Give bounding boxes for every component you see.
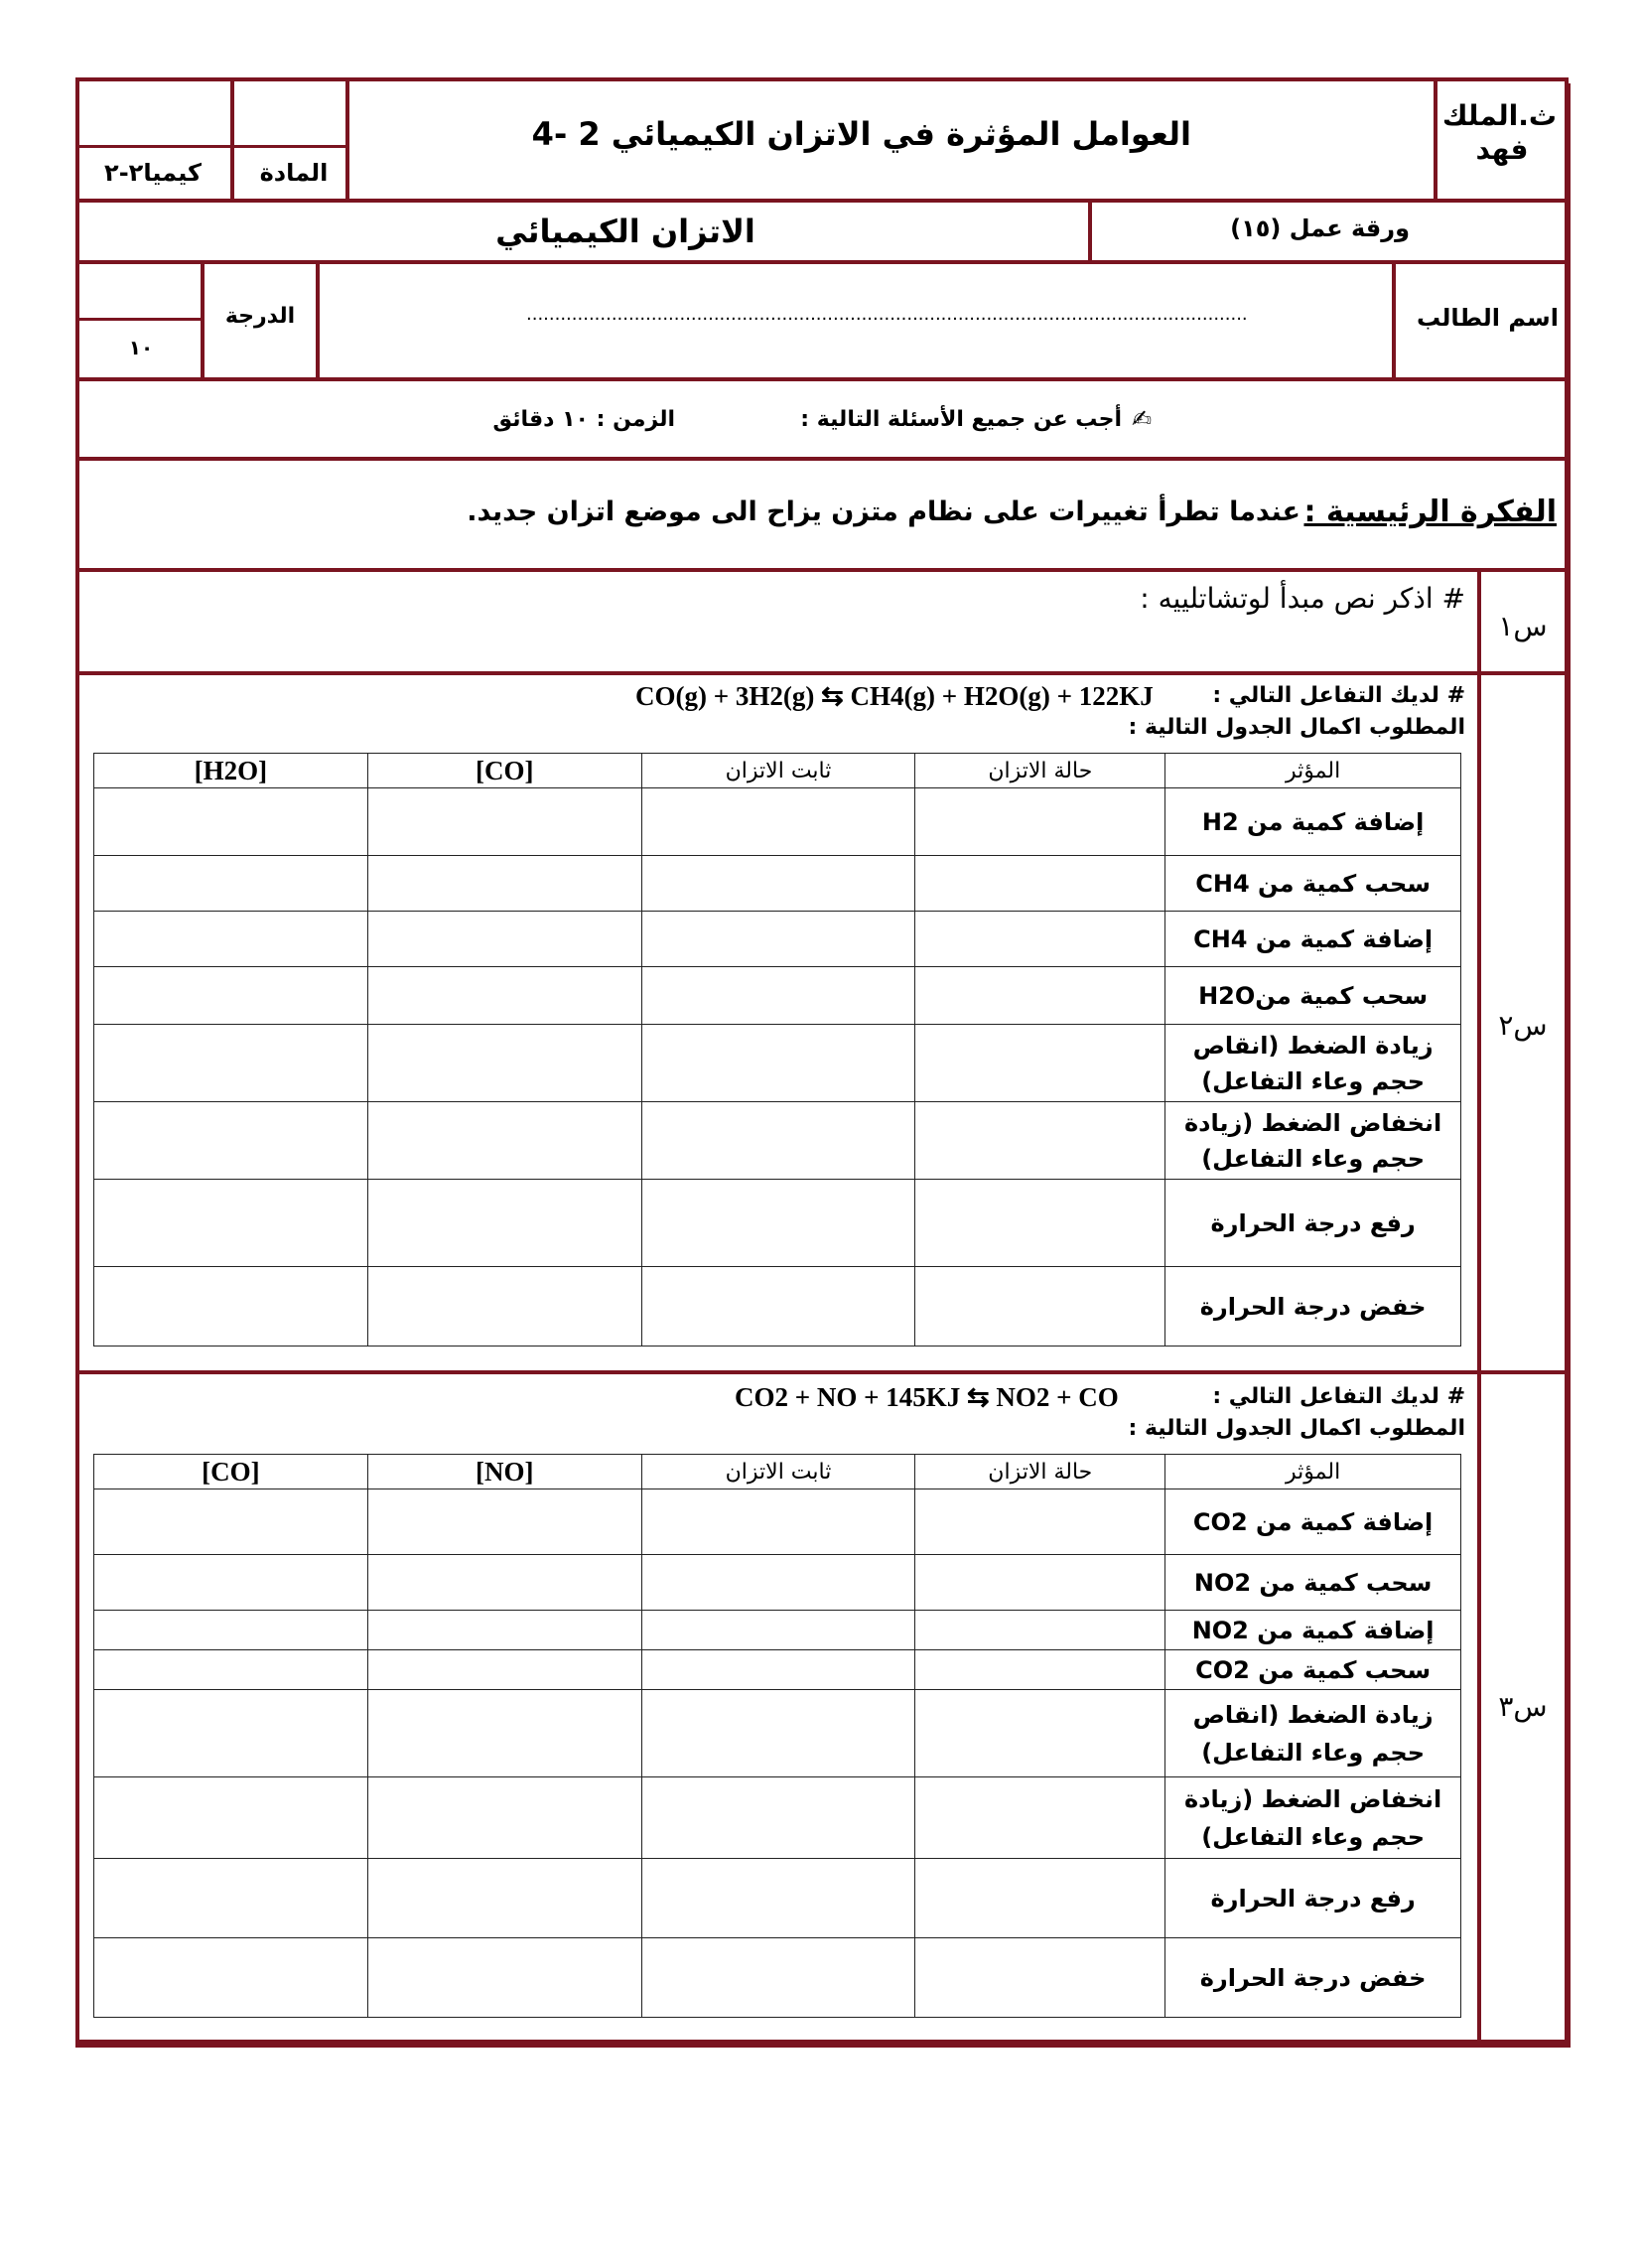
row-label: خفض درجة الحرارة: [1165, 1267, 1461, 1347]
answer-cell[interactable]: [94, 1650, 368, 1690]
table-row: [94, 1690, 1461, 1777]
grade-value: ١٠: [128, 336, 154, 359]
divider: [79, 377, 1565, 381]
q2-number: س٢: [1498, 1009, 1548, 1042]
row-label: رفع درجة الحرارة: [1165, 1859, 1461, 1938]
q2-intro: # لديك التفاعل التالي :: [1212, 683, 1465, 708]
pencil-writing-icon: ✍: [1132, 405, 1153, 433]
answer-cell[interactable]: [641, 1611, 915, 1650]
row-label: انخفاض الضغط (زيادة حجم وعاء التفاعل): [1165, 1777, 1461, 1859]
answer-cell[interactable]: [367, 1777, 641, 1859]
answer-cell[interactable]: [641, 1555, 915, 1611]
q2-required: المطلوب اكمال الجدول التالية :: [1128, 715, 1465, 740]
row-label: إضافة كمية من NO2: [1165, 1611, 1461, 1650]
answer-cell[interactable]: [367, 1489, 641, 1555]
divider: [345, 81, 349, 201]
answer-cell[interactable]: [367, 788, 641, 856]
table-row: [94, 1102, 1461, 1180]
answer-cell[interactable]: [641, 788, 915, 856]
table-row: [94, 967, 1461, 1025]
answer-cell[interactable]: [915, 1859, 1165, 1938]
answer-cell[interactable]: [641, 967, 915, 1025]
answer-cell[interactable]: [367, 1611, 641, 1650]
answer-cell[interactable]: [915, 1102, 1165, 1180]
grade-label: الدرجة: [224, 304, 296, 329]
divider: [201, 262, 205, 379]
divider: [1434, 81, 1437, 201]
table-row: [94, 856, 1461, 912]
table-header-row: [94, 1455, 1461, 1489]
row-label: إضافة كمية من CH4: [1165, 912, 1461, 967]
column-header: [CO]: [94, 1455, 368, 1489]
column-header: ثابت الاتزان: [641, 754, 915, 788]
student-name-label: اسم الطالب: [1416, 304, 1559, 332]
answer-cell[interactable]: [915, 788, 1165, 856]
main-idea-label: الفكرة الرئيسية :: [1303, 495, 1557, 529]
student-name-field[interactable]: ...............................................................................................................................: [526, 304, 1248, 325]
table-row: [94, 1611, 1461, 1650]
row-label: زيادة الضغط (انقاص حجم وعاء التفاعل): [1165, 1025, 1461, 1102]
divider: [79, 145, 349, 148]
row-label: زيادة الضغط (انقاص حجم وعاء التفاعل): [1165, 1690, 1461, 1777]
answer-cell[interactable]: [367, 912, 641, 967]
row-label: سحب كمية من CO2: [1165, 1650, 1461, 1690]
answer-cell[interactable]: [641, 1650, 915, 1690]
divider: [79, 260, 1565, 264]
unit-title: الاتزان الكيميائي: [495, 213, 755, 250]
answer-cell[interactable]: [915, 856, 1165, 912]
table-row: [94, 1267, 1461, 1347]
answer-cell[interactable]: [915, 1938, 1165, 2018]
column-header: [NO]: [367, 1455, 641, 1489]
answer-cell[interactable]: [94, 1555, 368, 1611]
column-header: حالة الاتزان: [915, 1455, 1165, 1489]
q1-number: س١: [1498, 610, 1548, 642]
table-row: [94, 1025, 1461, 1102]
answer-cell[interactable]: [367, 1650, 641, 1690]
column-header: ثابت الاتزان: [641, 1455, 915, 1489]
table-row: [94, 1859, 1461, 1938]
row-label: سحب كمية من CH4: [1165, 856, 1461, 912]
answer-cell[interactable]: [94, 1267, 368, 1347]
table-row: [94, 912, 1461, 967]
answer-cell[interactable]: [915, 1555, 1165, 1611]
divider: [79, 671, 1565, 675]
answer-cell[interactable]: [641, 1489, 915, 1555]
answer-cell[interactable]: [915, 1777, 1165, 1859]
answer-cell[interactable]: [915, 1180, 1165, 1267]
answer-cell[interactable]: [367, 1267, 641, 1347]
column-header: المؤثر: [1165, 1455, 1461, 1489]
answer-cell[interactable]: [94, 1690, 368, 1777]
answer-cell[interactable]: [915, 967, 1165, 1025]
answer-cell[interactable]: [641, 1690, 915, 1777]
column-header: [H2O]: [94, 754, 368, 788]
answer-cell[interactable]: [94, 912, 368, 967]
answer-cell[interactable]: [94, 1611, 368, 1650]
answer-cell[interactable]: [94, 1859, 368, 1938]
table-row: [94, 1777, 1461, 1859]
main-idea-text: عندما تطرأ تغييرات على نظام متزن يزاح الى موضع اتزان جديد.: [467, 496, 1300, 527]
row-label: انخفاض الضغط (زيادة حجم وعاء التفاعل): [1165, 1102, 1461, 1180]
answer-cell[interactable]: [367, 1102, 641, 1180]
time-limit: الزمن : ١٠ دقائق: [492, 407, 675, 432]
answer-cell[interactable]: [94, 788, 368, 856]
answer-cell[interactable]: [367, 1859, 641, 1938]
subject-value: كيميا٢-٢: [104, 159, 202, 187]
q3-required: المطلوب اكمال الجدول التالية :: [1128, 1416, 1465, 1441]
answer-cell[interactable]: [367, 967, 641, 1025]
answer-cell[interactable]: [915, 1489, 1165, 1555]
answer-cell[interactable]: [94, 1777, 368, 1859]
answer-cell[interactable]: [94, 1489, 368, 1555]
answer-cell[interactable]: [915, 1025, 1165, 1102]
divider: [316, 262, 320, 379]
answer-cell[interactable]: [915, 1611, 1165, 1650]
answer-cell[interactable]: [915, 1650, 1165, 1690]
answer-cell[interactable]: [367, 1690, 641, 1777]
column-header: حالة الاتزان: [915, 754, 1165, 788]
table-header-row: [94, 754, 1461, 788]
divider: [79, 199, 1565, 203]
q2-equation: CO(g) + 3H2(g) ⇆ CH4(g) + H2O(g) + 122KJ: [635, 681, 1154, 711]
divider: [79, 1370, 1565, 1374]
q1-text: # اذكر نص مبدأ لوتشاتلييه :: [1140, 582, 1465, 615]
answer-cell[interactable]: [94, 1102, 368, 1180]
q3-table: [93, 1454, 1461, 2018]
table-row: [94, 788, 1461, 856]
table-row: [94, 1180, 1461, 1267]
answer-cell[interactable]: [641, 1938, 915, 2018]
answer-cell[interactable]: [641, 1180, 915, 1267]
row-label: إضافة كمية من CO2: [1165, 1489, 1461, 1555]
answer-cell[interactable]: [94, 1938, 368, 2018]
row-label: سحب كمية من NO2: [1165, 1555, 1461, 1611]
answer-cell[interactable]: [367, 1938, 641, 2018]
worksheet-title: العوامل المؤثرة في الاتزان الكيميائي 2 -4: [531, 115, 1191, 153]
answer-cell[interactable]: [641, 1025, 915, 1102]
answer-cell[interactable]: [641, 1102, 915, 1180]
answer-cell[interactable]: [367, 1180, 641, 1267]
divider: [1392, 262, 1396, 379]
column-header: [CO]: [367, 754, 641, 788]
row-label: إضافة كمية من H2: [1165, 788, 1461, 856]
answer-cell[interactable]: [641, 1859, 915, 1938]
answer-cell[interactable]: [367, 856, 641, 912]
divider: [1088, 201, 1092, 262]
school-name: ث.الملك فهد: [1441, 99, 1557, 166]
answer-cell[interactable]: [915, 912, 1165, 967]
answer-cell[interactable]: [915, 1690, 1165, 1777]
answer-cell[interactable]: [94, 856, 368, 912]
table-row: [94, 1555, 1461, 1611]
q2-table: [93, 753, 1461, 1347]
row-label: رفع درجة الحرارة: [1165, 1180, 1461, 1267]
column-header: المؤثر: [1165, 754, 1461, 788]
instruction-text: أجب عن جميع الأسئلة التالية :: [800, 407, 1122, 432]
q3-intro: # لديك التفاعل التالي :: [1212, 1384, 1465, 1409]
q3-equation: CO2 + NO + 145KJ ⇆ NO2 + CO: [735, 1382, 1119, 1412]
answer-cell[interactable]: [367, 1555, 641, 1611]
answer-cell[interactable]: [94, 1180, 368, 1267]
worksheet-number: ورقة عمل (١٥): [1230, 214, 1410, 242]
row-label: خفض درجة الحرارة: [1165, 1938, 1461, 2018]
answer-cell[interactable]: [641, 856, 915, 912]
frame-right-shadow: [1565, 83, 1571, 2048]
table-row: [94, 1489, 1461, 1555]
question-number-column: [1477, 572, 1481, 2048]
answer-cell[interactable]: [367, 1025, 641, 1102]
divider: [79, 568, 1565, 572]
answer-cell[interactable]: [915, 1267, 1165, 1347]
answer-cell[interactable]: [641, 1267, 915, 1347]
table-row: [94, 1650, 1461, 1690]
answer-cell[interactable]: [94, 1025, 368, 1102]
answer-cell[interactable]: [641, 1777, 915, 1859]
divider: [230, 81, 234, 201]
row-label: سحب كمية منH2O: [1165, 967, 1461, 1025]
subject-label: المادة: [259, 159, 329, 187]
divider: [79, 457, 1565, 461]
answer-cell[interactable]: [94, 967, 368, 1025]
divider: [79, 318, 203, 321]
answer-cell[interactable]: [641, 912, 915, 967]
table-row: [94, 1938, 1461, 2018]
divider: [79, 2040, 1565, 2044]
q3-number: س٣: [1498, 1690, 1548, 1723]
